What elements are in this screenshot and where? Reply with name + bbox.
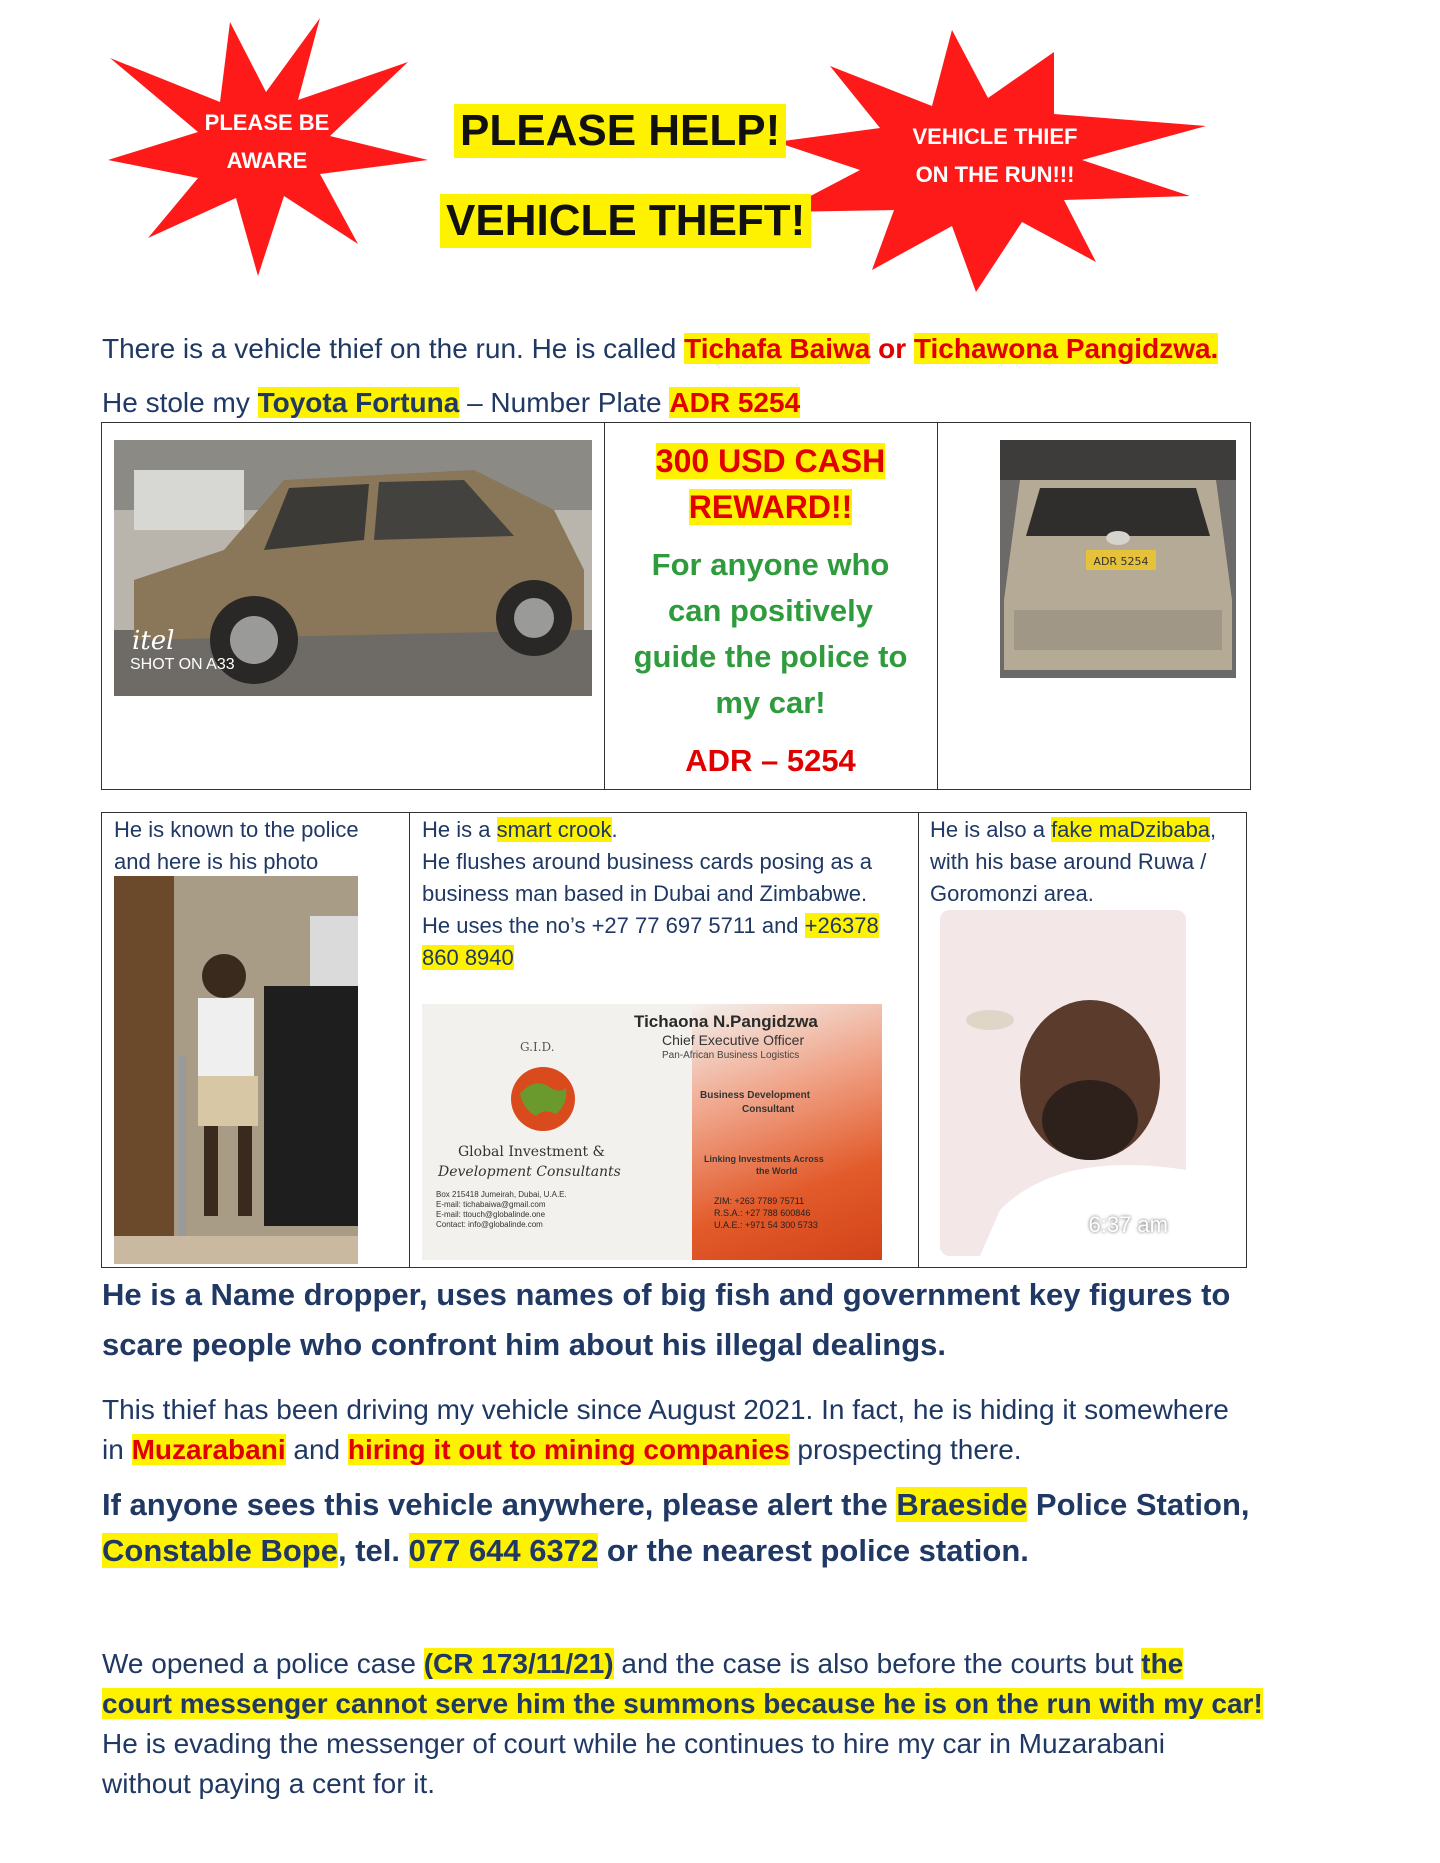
card-role2: Consultant	[742, 1104, 795, 1115]
alert-text-a: If anyone sees this vehicle anywhere, please alert the	[102, 1487, 897, 1522]
star-left-line2: AWARE	[226, 148, 308, 173]
alert-line2	[102, 1528, 1250, 1574]
rear-plate: ADR 5254	[1093, 555, 1149, 568]
col3-line1-a: He is also a	[930, 817, 1052, 842]
intro-stole: He stole my	[102, 387, 258, 418]
card-role: Business Development	[700, 1090, 811, 1101]
col1-line2: and here is his photo	[114, 849, 319, 874]
car-photo-side	[114, 440, 592, 696]
business-card	[422, 1004, 882, 1260]
reward-amount: 300 USD CASH	[655, 443, 886, 479]
guide-line-4: my car!	[715, 685, 826, 720]
name-dropper	[102, 1270, 1230, 1370]
card-tagline1: Linking Investments Across	[704, 1154, 824, 1164]
col2-line1-a: He is a	[422, 817, 497, 842]
card-email1: E-mail: tichabaiwa@gmail.com	[436, 1200, 546, 1209]
suspect-selfie	[940, 910, 1186, 1256]
reward-plate: ADR – 5254	[685, 743, 856, 778]
reward-table-divider-2	[937, 422, 938, 790]
smart-crook: smart crook	[496, 817, 612, 842]
star-right-line2: ON THE RUN!!!	[915, 162, 1075, 187]
card-logo-abbr: G.I.D.	[520, 1040, 555, 1054]
intro-line1	[102, 322, 1218, 376]
place-muzarabani: Muzarabani	[131, 1434, 286, 1465]
col3-line2: with his base around Ruwa /	[930, 849, 1207, 874]
info-col1-text	[114, 814, 359, 878]
case-the: the	[1141, 1648, 1184, 1679]
globe-icon	[508, 1064, 578, 1134]
reward-amount-line	[604, 438, 937, 484]
col3-line3: Goromonzi area.	[930, 881, 1094, 906]
alert-end: or the nearest police station.	[598, 1533, 1029, 1568]
card-address: Box 215418 Jumeirah, Dubai, U.A.E.	[436, 1190, 567, 1199]
col2-line3: business man based in Dubai and Zimbabwe.	[422, 881, 868, 906]
info-col2-text	[422, 814, 879, 974]
thief-name-1: Tichafa Baiwa	[684, 333, 871, 364]
alert-text-b: Police Station,	[1027, 1487, 1250, 1522]
thief-name-2: Tichawona Pangidzwa	[913, 333, 1211, 364]
card-subtitle: Pan-African Business Logistics	[662, 1050, 800, 1061]
court-messenger: court messenger cannot serve him the summons because he is on the run with my car!	[102, 1688, 1263, 1719]
case-line3: He is evading the messenger of court while he continues to hire my car in Muzarabani	[102, 1728, 1165, 1759]
col2-phone-a: He uses the no’s +27 77 697 5711 and	[422, 913, 805, 938]
alert-paragraph	[102, 1482, 1250, 1574]
alert-line1	[102, 1482, 1250, 1528]
car-model: Toyota Fortuna	[257, 387, 460, 418]
star-right-line1: VEHICLE THIEF	[912, 124, 1078, 149]
case-line4: without paying a cent for it.	[102, 1768, 436, 1799]
case-line1	[102, 1644, 1263, 1684]
suspect-photo-police	[114, 876, 358, 1264]
starburst-right-text	[880, 118, 1110, 194]
col1-line1: He is known to the police	[114, 817, 359, 842]
card-contact: Contact: info@globalinde.com	[436, 1220, 543, 1229]
intro-or: or	[870, 333, 914, 364]
card-name: Tichaona N.Pangidzwa	[634, 1012, 818, 1031]
info-table-divider-2	[918, 812, 919, 1268]
card-title: Chief Executive Officer	[662, 1032, 805, 1048]
reward-label-line	[604, 484, 937, 530]
case-text-b: and the case is also before the courts but	[613, 1648, 1142, 1679]
driving-paragraph	[102, 1390, 1229, 1470]
info-col3-text	[930, 814, 1216, 910]
selfie-timestamp: 6:37 am	[1088, 1212, 1168, 1237]
card-email2: E-mail: ttouch@globalinde.one	[436, 1210, 546, 1219]
case-paragraph	[102, 1644, 1263, 1804]
card-uae: U.A.E.: +971 54 300 5733	[714, 1220, 818, 1230]
col2-line2: He flushes around business cards posing as a	[422, 849, 873, 874]
driving-in: in	[102, 1434, 132, 1465]
hiring-out: hiring it out to mining companies	[347, 1434, 790, 1465]
case-number: (CR 173/11/21)	[423, 1648, 614, 1679]
phone-zim-1: +26378	[804, 913, 879, 938]
reward-label: REWARD!!	[688, 489, 853, 525]
reward-block	[604, 438, 937, 784]
title-vehicle-theft: VEHICLE THEFT!	[440, 194, 811, 248]
star-left-line1: PLEASE BE	[204, 110, 330, 135]
card-tagline2: the World	[756, 1166, 798, 1176]
driving-line1: This thief has been driving my vehicle since August 2021. In fact, he is hiding it somewhere	[102, 1394, 1229, 1425]
alert-tel: , tel.	[337, 1533, 409, 1568]
constable-name: Constable Bope	[102, 1533, 338, 1568]
card-rsa: R.S.A.: +27 788 600846	[714, 1208, 811, 1218]
starburst-left-text	[172, 104, 362, 180]
col2-line4	[422, 910, 879, 942]
col3-line1-b: ,	[1210, 817, 1217, 842]
fake-madzibaba: fake maDzibaba	[1051, 817, 1211, 842]
name-dropper-line1: He is a Name dropper, uses names of big fish and government key figures to	[102, 1277, 1231, 1312]
intro-period: .	[1210, 333, 1219, 364]
col2-line1	[422, 814, 879, 846]
car-photo-rear	[1000, 440, 1236, 678]
watermark-text: SHOT ON A33	[130, 656, 235, 673]
name-dropper-line2: scare people who confront him about his illegal dealings.	[102, 1327, 947, 1362]
col2-line1-b: .	[611, 817, 618, 842]
phone-zim-2: 860 8940	[422, 945, 514, 970]
guide-line-3: guide the police to	[633, 639, 908, 674]
braeside-station: Braeside	[896, 1487, 1028, 1522]
driving-and: and	[285, 1434, 348, 1465]
reward-guide	[604, 542, 937, 726]
intro-text: There is a vehicle thief on the run. He is called	[102, 333, 685, 364]
intro-plate-label: – Number Plate	[459, 387, 670, 418]
driving-line2	[102, 1430, 1229, 1470]
case-line2	[102, 1684, 1263, 1724]
number-plate: ADR 5254	[669, 387, 801, 418]
col3-line1	[930, 814, 1216, 846]
case-text-a: We opened a police case	[102, 1648, 424, 1679]
title-please-help: PLEASE HELP!	[454, 104, 786, 158]
card-company1: Global Investment &	[458, 1144, 605, 1160]
watermark-brand: itel	[132, 626, 175, 656]
guide-line-1: For anyone who	[651, 547, 890, 582]
card-zim: ZIM: +263 7789 75711	[714, 1196, 805, 1206]
info-table-divider-1	[409, 812, 410, 1268]
driving-end: prospecting there.	[789, 1434, 1022, 1465]
guide-line-2: can positively	[667, 593, 874, 628]
col2-line5	[422, 942, 879, 974]
police-phone: 077 644 6372	[408, 1533, 599, 1568]
card-company2: Development Consultants	[438, 1164, 621, 1180]
